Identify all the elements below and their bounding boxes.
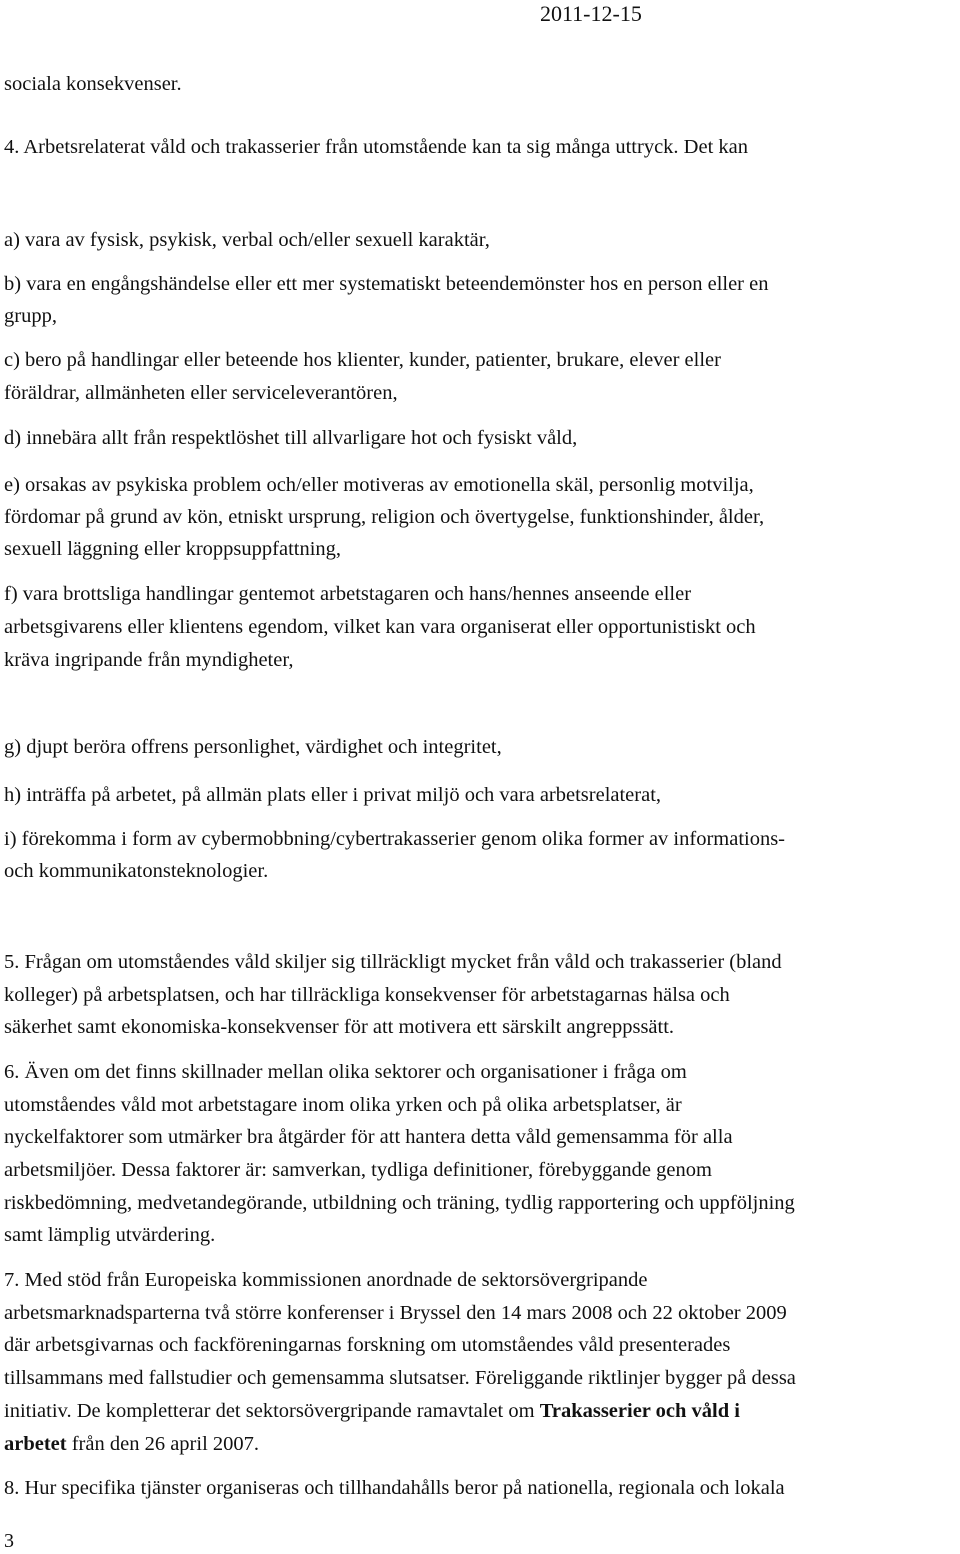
text-line: h) inträffa på arbetet, på allmän plats eller i privat miljö och vara arbetsrelaterat, bbox=[4, 784, 662, 806]
text-line: grupp, bbox=[4, 305, 57, 327]
text-line: arbetsmarknadsparterna två större konferenser i Bryssel den 14 mars 2008 och 22 oktober 2009 bbox=[4, 1302, 787, 1324]
text-run: initiativ. De kompletterar det sektorsövergripande ramavtalet om bbox=[4, 1400, 540, 1422]
text-line: e) orsakas av psykiska problem och/eller motiveras av emotionella skäl, personlig motvilja, bbox=[4, 474, 754, 496]
text-line: och kommunikatonsteknologier. bbox=[4, 860, 269, 882]
page-number: 3 bbox=[4, 1530, 14, 1552]
text-line: säkerhet samt ekonomiska-konsekvenser för att motivera ett särskilt angreppssätt. bbox=[4, 1016, 675, 1038]
header-date: 2011-12-15 bbox=[540, 1, 642, 26]
text-line: 4. Arbetsrelaterat våld och trakasserier från utomstående kan ta sig många uttryck. Det kan bbox=[4, 136, 748, 158]
text-line: b) vara en engångshändelse eller ett mer systematiskt beteendemönster hos en person eller en bbox=[4, 273, 769, 295]
text-line: c) bero på handlingar eller beteende hos klienter, kunder, patienter, brukare, elever eller bbox=[4, 349, 721, 371]
text-line: g) djupt beröra offrens personlighet, värdighet och integritet, bbox=[4, 736, 502, 758]
text-line: arbetsmiljöer. Dessa faktorer är: samverkan, tydliga definitioner, förebyggande genom bbox=[4, 1159, 712, 1181]
text-line: a) vara av fysisk, psykisk, verbal och/eller sexuell karaktär, bbox=[4, 229, 490, 251]
text-line bbox=[4, 1398, 740, 1424]
text-run: från den 26 april 2007. bbox=[66, 1433, 260, 1455]
text-line: i) förekomma i form av cybermobbning/cybertrakasserier genom olika former av informations- bbox=[4, 828, 786, 850]
text-line: tillsammans med fallstudier och gemensamma slutsatser. Föreliggande riktlinjer bygger på dessa bbox=[4, 1367, 796, 1389]
text-line: kräva ingripande från myndigheter, bbox=[4, 649, 294, 671]
text-line: sociala konsekvenser. bbox=[4, 73, 182, 95]
text-line: riskbedömning, medvetandegörande, utbildning och träning, tydlig rapportering och uppföljning bbox=[4, 1192, 795, 1214]
text-line: f) vara brottsliga handlingar gentemot arbetstagaren och hans/hennes anseende eller bbox=[4, 583, 692, 605]
text-line: 7. Med stöd från Europeiska kommissionen anordnade de sektorsövergripande bbox=[4, 1269, 648, 1291]
text-line: d) innebära allt från respektlöshet till allvarligare hot och fysiskt våld, bbox=[4, 427, 578, 449]
text-line: kolleger) på arbetsplatsen, och har tillräckliga konsekvenser för arbetstagarnas hälsa och bbox=[4, 984, 730, 1006]
bold-title: Trakasserier och våld i bbox=[539, 1400, 740, 1422]
bold-title: arbetet bbox=[4, 1433, 67, 1455]
text-line: 6. Även om det finns skillnader mellan olika sektorer och organisationer i fråga om bbox=[4, 1061, 687, 1083]
text-line: samt lämplig utvärdering. bbox=[4, 1224, 216, 1246]
text-line: 8. Hur specifika tjänster organiseras och tillhandahålls beror på nationella, regionala och lokala bbox=[4, 1477, 785, 1499]
text-line: fördomar på grund av kön, etniskt ursprung, religion och övertygelse, funktionshinder, ålder, bbox=[4, 506, 765, 528]
text-line: arbetsgivarens eller klientens egendom, vilket kan vara organiserat eller opportunistiskt och bbox=[4, 616, 756, 638]
text-line: utomståendes våld mot arbetstagare inom olika yrken och på olika arbetsplatser, är bbox=[4, 1094, 682, 1116]
text-line bbox=[4, 1431, 259, 1457]
text-line: föräldrar, allmänheten eller serviceleverantören, bbox=[4, 382, 398, 404]
text-line: nyckelfaktorer som utmärker bra åtgärder för att hantera detta våld gemensamma för alla bbox=[4, 1126, 733, 1148]
text-line: 5. Frågan om utomståendes våld skiljer sig tillräckligt mycket från våld och trakasserier (bland bbox=[4, 951, 782, 973]
text-line: där arbetsgivarnas och fackföreningarnas forskning om utomståendes våld presenterades bbox=[4, 1334, 731, 1356]
text-line: sexuell läggning eller kroppsuppfattning, bbox=[4, 538, 342, 560]
